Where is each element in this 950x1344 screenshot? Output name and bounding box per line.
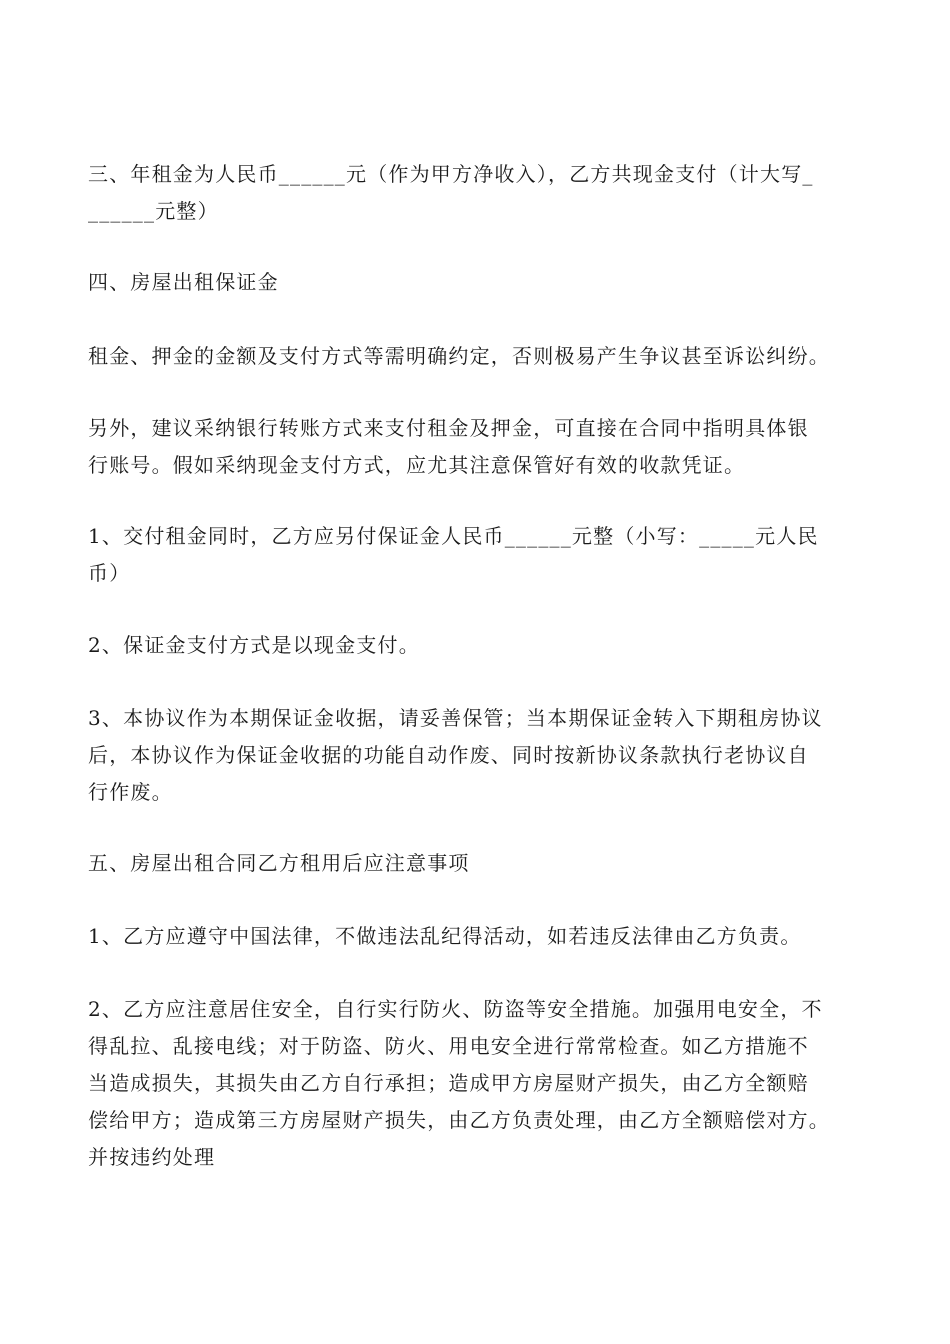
text-line: 2、乙方应注意居住安全，自行实行防火、防盗等安全措施。加强用电安全，不 — [88, 997, 823, 1021]
paragraph-deposit-note-2 — [88, 410, 878, 484]
paragraph-deposit-item-2 — [88, 627, 878, 664]
text-line: 2、保证金支付方式是以现金支付。 — [88, 633, 420, 657]
text-line: 行作废。 — [88, 780, 173, 804]
paragraph-notice-item-1 — [88, 918, 878, 955]
section-heading-notices — [88, 845, 878, 882]
text-line: ______元整） — [88, 199, 219, 223]
text-line: 1、交付租金同时，乙方应另付保证金人民币______元整（小写：_____元人民 — [88, 524, 819, 548]
paragraph-deposit-item-1 — [88, 518, 878, 592]
section-heading-deposit — [88, 264, 878, 301]
text-line: 另外，建议采纳银行转账方式来支付租金及押金，可直接在合同中指明具体银 — [88, 416, 809, 440]
paragraph-deposit-note-1 — [88, 338, 878, 375]
text-line: 后，本协议作为保证金收据的功能自动作废、同时按新协议条款执行老协议自 — [88, 743, 809, 767]
text-line: 币） — [88, 561, 131, 585]
text-line: 行账号。假如采纳现金支付方式，应尤其注意保管好有效的收款凭证。 — [88, 453, 746, 477]
text-line: 1、乙方应遵守中国法律，不做违法乱纪得活动，如若违反法律由乙方负责。 — [88, 924, 802, 948]
text-line: 3、本协议作为本期保证金收据，请妥善保管；当本期保证金转入下期租房协议 — [88, 706, 823, 730]
text-line: 租金、押金的金额及支付方式等需明确约定，否则极易产生争议甚至诉讼纠纷。 — [88, 344, 830, 368]
text-line: 偿给甲方；造成第三方房屋财产损失，由乙方负责处理，由乙方全额赔偿对方。 — [88, 1108, 830, 1132]
text-line: 得乱拉、乱接电线；对于防盗、防火、用电安全进行常常检查。如乙方措施不 — [88, 1034, 809, 1058]
text-line: 当造成损失，其损失由乙方自行承担；造成甲方房屋财产损失，由乙方全额赔 — [88, 1071, 809, 1095]
text-line: 五、房屋出租合同乙方租用后应注意事项 — [88, 851, 470, 875]
paragraph-rent-amount — [88, 156, 878, 230]
text-line: 三、年租金为人民币______元（作为甲方净收入），乙方共现金支付（计大写_ — [88, 162, 814, 186]
text-line: 四、房屋出租保证金 — [88, 270, 279, 294]
paragraph-deposit-item-3 — [88, 700, 878, 811]
paragraph-notice-item-2 — [88, 991, 878, 1176]
text-line: 并按违约处理 — [88, 1145, 216, 1169]
